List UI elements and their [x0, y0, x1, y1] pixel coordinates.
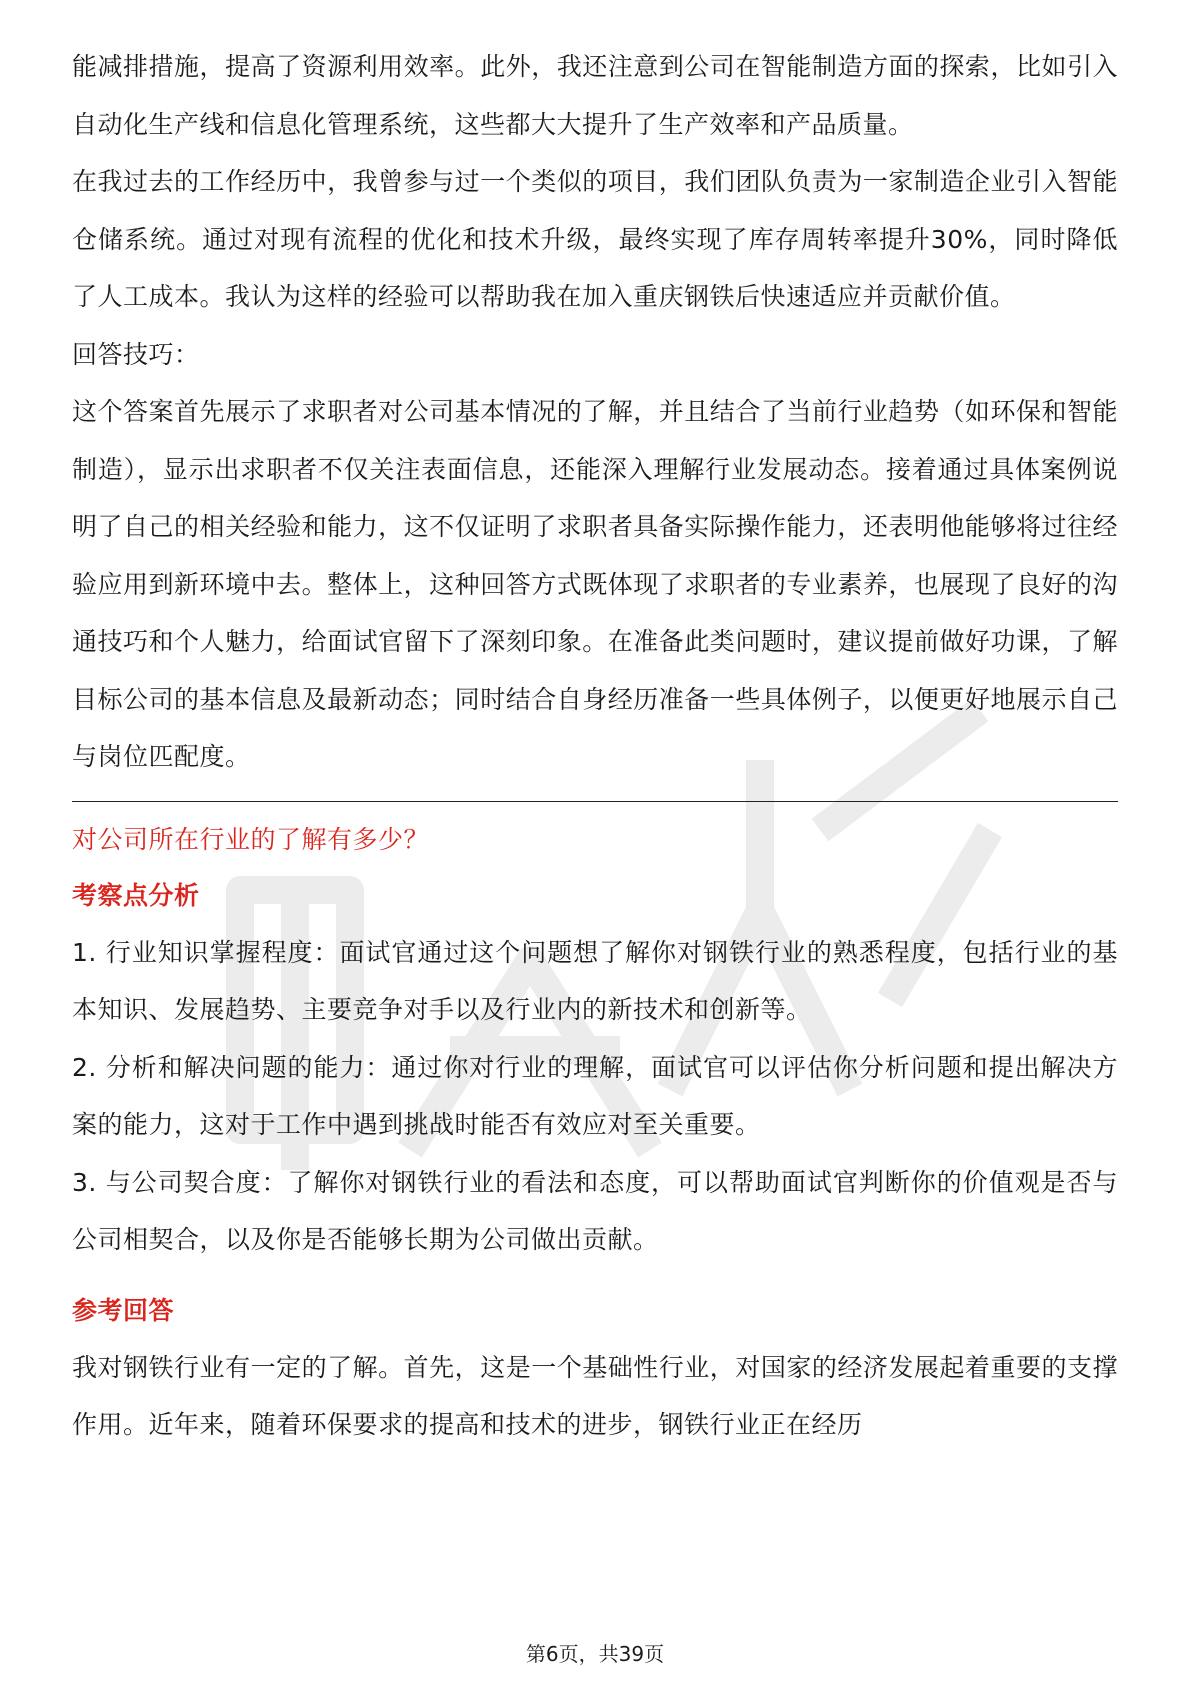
reference-answer-text: 我对钢铁行业有一定的了解。首先，这是一个基础性行业，对国家的经济发展起着重要的支撑作用。近年来，随着环保要求的提高和技术的进步，钢铁行业正在经历 [72, 1352, 1118, 1439]
paragraph-answer-tips: 这个答案首先展示了求职者对公司基本情况的了解，并且结合了当前行业趋势（如环保和智能制造），显示出求职者不仅关注表面信息，还能深入理解行业发展动态。接着通过具体案例说明了自己的相关经验和能力，这不仅证明了求职者具备实际操作能力，还表明他能够将过往经验应用到新环境中去。整体上，这种回答方式既体现了求职者的专业素养，也展现了良好的沟通技巧和个人魅力，给面试官留下了深刻印象。在准备此类问题时，建议提前做好功课，了解目标公司的基本信息及最新动态；同时结合自身经历准备一些具体例子，以便更好地展示自己与岗位匹配度。 [72, 397, 1118, 771]
section-divider [72, 801, 1118, 802]
analysis-item-3: 3. 与公司契合度：了解你对钢铁行业的看法和态度，可以帮助面试官判断你的价值观是否与公司相契合，以及你是否能够长期为公司做出贡献。 [72, 1167, 1118, 1254]
analysis-item-2: 2. 分析和解决问题的能力：通过你对行业的理解，面试官可以评估你分析问题和提出解决方案的能力，这对于工作中遇到挑战时能否有效应对至关重要。 [72, 1052, 1118, 1139]
question-title: 对公司所在行业的了解有多少？ [72, 824, 430, 854]
answer-tips-label: 回答技巧： [72, 339, 200, 369]
page-number-footer: 第6页，共39页 [525, 1642, 665, 1666]
analysis-item-1: 1. 行业知识掌握程度：面试官通过这个问题想了解你对钢铁行业的熟悉程度，包括行业的基本知识、发展趋势、主要竞争对手以及行业内的新技术和创新等。 [72, 937, 1118, 1024]
document-page [72, 38, 1118, 1454]
reference-answer-heading: 参考回答 [72, 1295, 175, 1325]
analysis-heading: 考察点分析 [72, 880, 200, 910]
paragraph-intro-continued: 能减排措施，提高了资源利用效率。此外，我还注意到公司在智能制造方面的探索，比如引入自动化生产线和信息化管理系统，这些都大大提升了生产效率和产品质量。 [72, 52, 1118, 139]
paragraph-experience: 在我过去的工作经历中，我曾参与过一个类似的项目，我们团队负责为一家制造企业引入智能仓储系统。通过对现有流程的优化和技术升级，最终实现了库存周转率提升30%，同时降低了人工成本。我认为这样的经验可以帮助我在加入重庆钢铁后快速适应并贡献价值。 [72, 167, 1118, 311]
